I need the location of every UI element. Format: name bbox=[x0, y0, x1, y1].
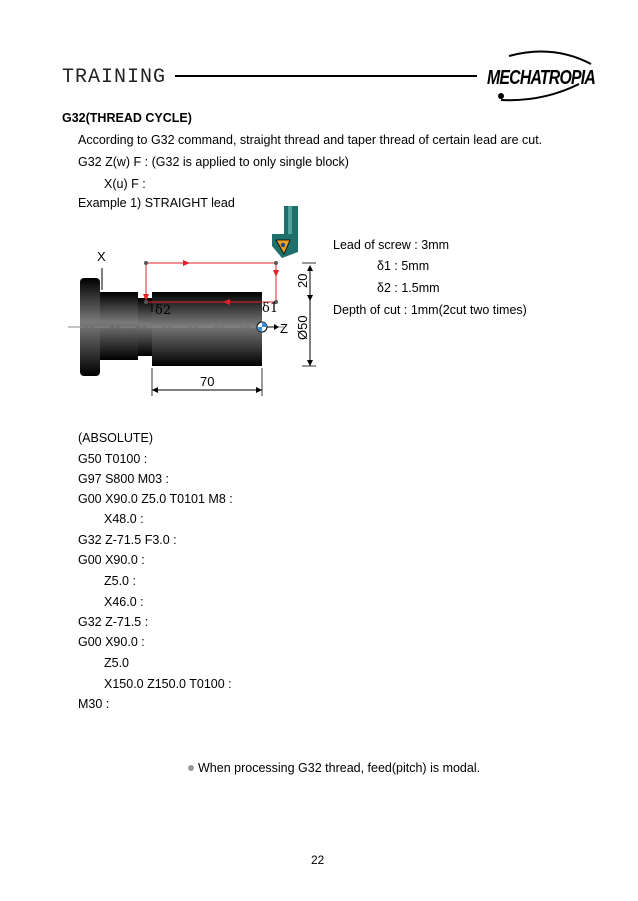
dim-50-label: Ø50 bbox=[295, 315, 310, 340]
dim-70-label: 70 bbox=[200, 374, 215, 389]
header-title: TRAINING bbox=[62, 66, 167, 89]
spec-lead: Lead of screw : 3mm bbox=[333, 238, 450, 252]
example-title: Example 1) STRAIGHT lead bbox=[78, 196, 235, 210]
page-number: 22 bbox=[311, 853, 325, 867]
dim-20-label: 20 bbox=[295, 273, 310, 288]
delta1-label: δ1 bbox=[262, 301, 279, 316]
program-line: G00 X90.0 : bbox=[78, 553, 145, 567]
program-line: X48.0 : bbox=[104, 512, 144, 526]
mechatropia-logo bbox=[483, 50, 598, 107]
cutting-tool-icon bbox=[272, 206, 298, 258]
program-line: Z5.0 bbox=[104, 656, 130, 670]
program-line: (ABSOLUTE) bbox=[78, 431, 154, 445]
x-axis-label: X bbox=[97, 249, 106, 264]
program-line: G00 X90.0 Z5.0 T0101 M8 : bbox=[78, 492, 233, 506]
footer-note-text: When processing G32 thread, feed(pitch) is modal. bbox=[198, 761, 481, 775]
thread-cycle-diagram bbox=[62, 200, 332, 405]
logo-wordmark: MECHATROPIA bbox=[487, 67, 595, 89]
intro-text: According to G32 command, straight thread and taper thread of certain lead are cut. bbox=[78, 133, 543, 147]
program-line: X150.0 Z150.0 T0100 : bbox=[104, 677, 232, 691]
program-line: G32 Z-71.5 : bbox=[78, 615, 149, 629]
header-rule bbox=[175, 75, 477, 77]
program-line: G00 X90.0 : bbox=[78, 635, 145, 649]
section-heading: G32(THREAD CYCLE) bbox=[62, 111, 192, 125]
program-line: G97 S800 M03 : bbox=[78, 472, 170, 486]
program-line: X46.0 : bbox=[104, 595, 144, 609]
bullet-icon bbox=[188, 765, 194, 771]
program-line: M30 : bbox=[78, 697, 110, 711]
spec-delta2: δ2 : 1.5mm bbox=[377, 281, 440, 295]
z-axis-label: Z bbox=[280, 321, 288, 336]
origin-marker bbox=[257, 322, 267, 332]
spec-depth: Depth of cut : 1mm(2cut two times) bbox=[333, 303, 527, 317]
footer-note bbox=[188, 761, 480, 775]
delta2-label: δ2 bbox=[155, 303, 172, 318]
spec-delta1: δ1 : 5mm bbox=[377, 259, 430, 273]
z-axis-arrow bbox=[274, 324, 279, 330]
program-line: G50 T0100 : bbox=[78, 452, 148, 466]
program-line: Z5.0 : bbox=[104, 574, 136, 588]
program-line: G32 Z-71.5 F3.0 : bbox=[78, 533, 177, 547]
syntax-line-2: X(u) F : bbox=[104, 177, 146, 191]
syntax-line-1: G32 Z(w) F : (G32 is applied to only single block) bbox=[78, 155, 349, 169]
